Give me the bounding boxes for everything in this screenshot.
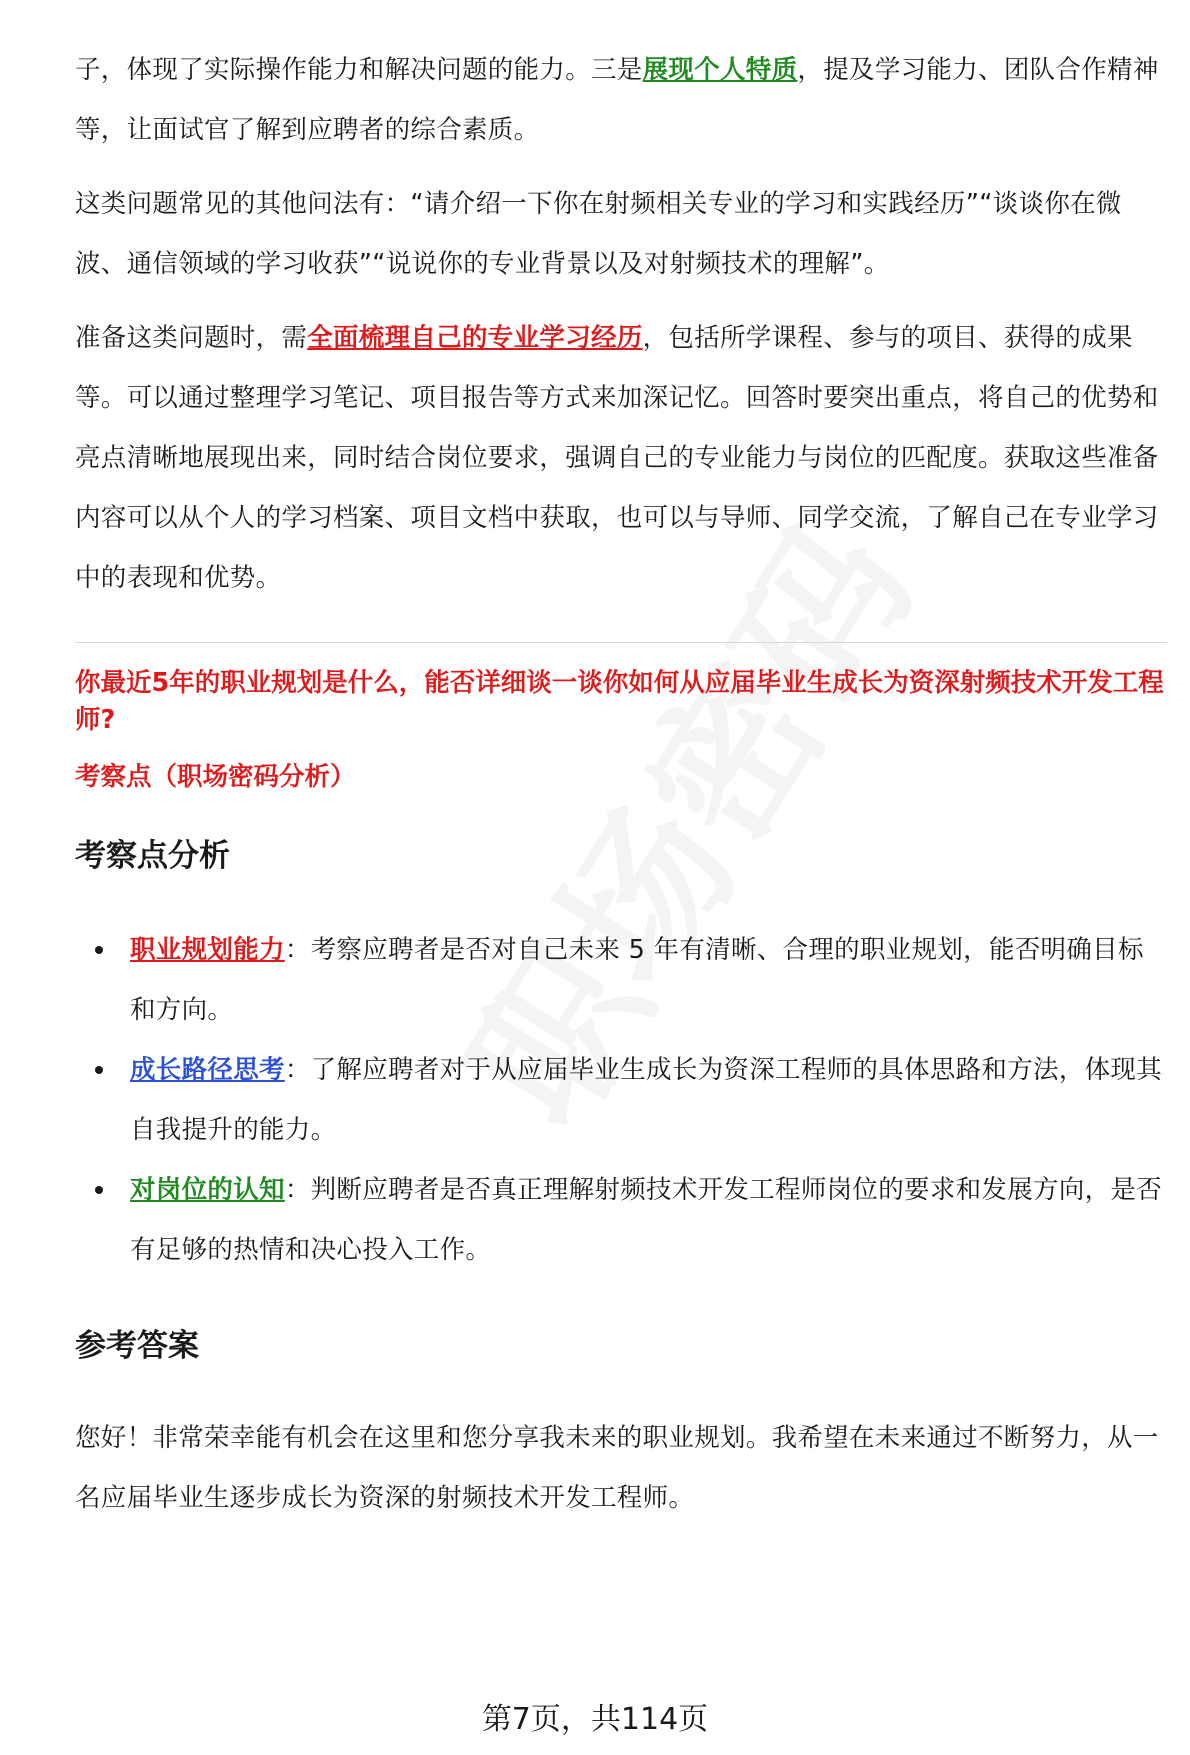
analysis-item-term: 对岗位的认知	[130, 1175, 285, 1205]
question-subtitle: 考察点（职场密码分析）	[75, 762, 356, 792]
intro-p3-highlight: 全面梳理自己的专业学习经历	[307, 323, 643, 353]
intro-paragraph-2: 这类问题常见的其他问法有：“请介绍一下你在射频相关专业的学习和实践经历”“谈谈你在微波、通信领域的学习收获”“说说你的专业背景以及对射频技术的理解”。	[75, 189, 1122, 279]
bullet-dot-icon	[95, 946, 103, 954]
analysis-item-term: 职业规划能力	[130, 935, 285, 965]
bullet-dot-icon	[95, 1066, 103, 1074]
analysis-item-text: ：了解应聘者对于从应届毕业生成长为资深工程师的具体思路和方法，体现其自我提升的能力。	[130, 1055, 1163, 1145]
intro-paragraph-3	[75, 308, 1167, 608]
document-page	[75, 40, 1167, 1528]
bullet-dot-icon	[95, 1186, 103, 1194]
intro-p3-text-after: ，包括所学课程、参与的项目、获得的成果等。可以通过整理学习笔记、项目报告等方式来加深记忆。回答时要突出重点，将自己的优势和亮点清晰地展现出来，同时结合岗位要求，强调自己的专业能力与岗位的匹配度。获取这些准备内容可以从个人的学习档案、项目文档中获取，也可以与导师、同学交流，了解自己在专业学习中的表现和优势。	[75, 323, 1159, 593]
intro-p3-text-before: 准备这类问题时，需	[75, 323, 308, 353]
analysis-item-text: ：考察应聘者是否对自己未来 5 年有清晰、合理的职业规划，能否明确目标和方向。	[130, 935, 1144, 1025]
analysis-item	[75, 920, 1167, 1040]
analysis-item	[75, 1160, 1167, 1280]
analysis-item-text: ：判断应聘者是否真正理解射频技术开发工程师岗位的要求和发展方向，是否有足够的热情和决心投入工作。	[130, 1175, 1163, 1265]
analysis-list	[75, 920, 1167, 1280]
section-divider	[75, 642, 1167, 643]
question-title: 你最近5年的职业规划是什么，能否详细谈一谈你如何从应届毕业生成长为资深射频技术开发工程师?	[75, 668, 1164, 735]
analysis-item-term: 成长路径思考	[130, 1055, 285, 1085]
answer-heading: 参考答案	[75, 1328, 199, 1364]
intro-p1-text-before: 子，体现了实际操作能力和解决问题的能力。三是	[75, 55, 643, 85]
page-number: 第7页，共114页	[481, 1702, 709, 1737]
intro-p1-text-after: ，提及学习能力、团队合作精神等，让面试官了解到应聘者的综合素质。	[75, 55, 1159, 145]
analysis-item	[75, 1040, 1167, 1160]
intro-p1-highlight: 展现个人特质	[642, 55, 798, 85]
intro-paragraph-1	[75, 40, 1167, 160]
answer-paragraph: 您好！非常荣幸能有机会在这里和您分享我未来的职业规划。我希望在未来通过不断努力，从一名应届毕业生逐步成长为资深的射频技术开发工程师。	[75, 1423, 1159, 1513]
analysis-heading: 考察点分析	[75, 838, 230, 874]
